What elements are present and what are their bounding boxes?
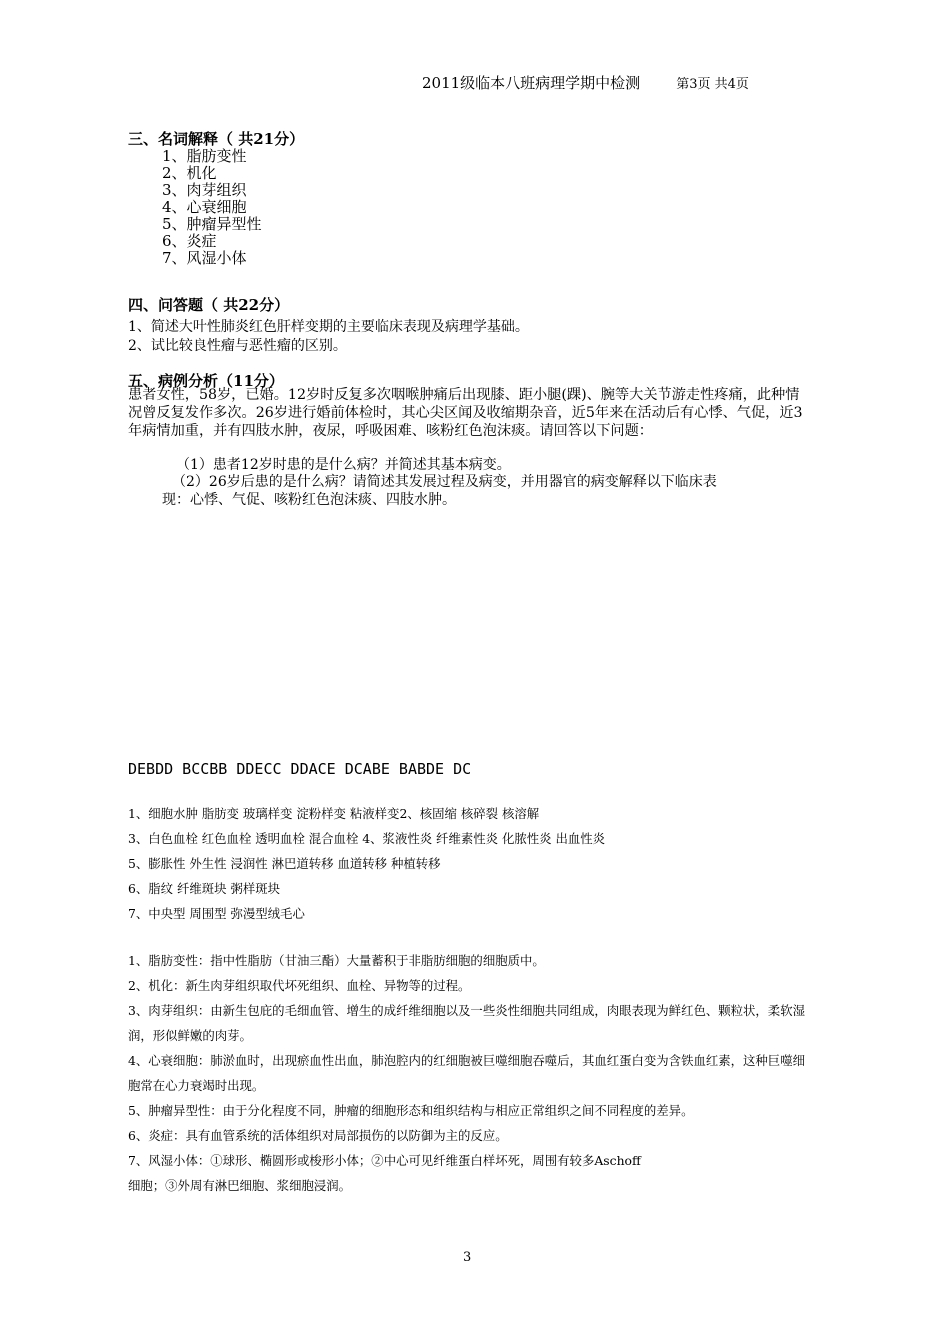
term-item: 3、肉芽组织 bbox=[162, 181, 247, 199]
term-item: 5、肿瘤异型性 bbox=[162, 215, 262, 233]
definition-answer: 7、风湿小体：①球形、椭圆形或梭形小体；②中心可见纤维蛋白样坏死，周围有较多Aschoff bbox=[128, 1153, 641, 1168]
case-question-1: （1）患者12岁时患的是什么病？并简述其基本病变。 bbox=[176, 457, 511, 473]
section5-title: 五、病例分析（11分） bbox=[128, 372, 284, 390]
fill-answer-line: 6、脂纹 纤维斑块 粥样斑块 bbox=[128, 881, 281, 896]
definition-answer: 3、肉芽组织：由新生包庇的毛细血管、增生的成纤维细胞以及一些炎性细胞共同组成，肉眼表现为鲜红色、颗粒状，柔软湿润，形似鲜嫩的肉芽。 bbox=[128, 1003, 805, 1043]
term-item: 6、炎症 bbox=[162, 232, 217, 250]
case-question-2-cont: 现：心悸、气促、咳粉红色泡沫痰、四肢水肿。 bbox=[162, 492, 456, 508]
question-item: 1、简述大叶性肺炎红色肝样变期的主要临床表现及病理学基础。 bbox=[128, 319, 529, 335]
definition-answer: 细胞；③外周有淋巴细胞、浆细胞浸润。 bbox=[128, 1178, 352, 1193]
fill-answer-line: 3、白色血栓 红色血栓 透明血栓 混合血栓 4、浆液性炎 纤维素性炎 化脓性炎 出血性炎 bbox=[128, 831, 606, 846]
section4-title: 四、问答题（ 共22分） bbox=[128, 296, 290, 314]
page-header bbox=[422, 72, 749, 93]
header-page-info: 第3页 共4页 bbox=[676, 77, 749, 92]
question-item: 2、试比较良性瘤与恶性瘤的区别。 bbox=[128, 338, 347, 354]
definition-answer: 4、心衰细胞：肺淤血时，出现瘀血性出血，肺泡腔内的红细胞被巨噬细胞吞噬后，其血红蛋白变为含铁血红素，这种巨噬细胞常在心力衰竭时出现。 bbox=[128, 1053, 805, 1093]
term-item: 4、心衰细胞 bbox=[162, 198, 247, 216]
definition-answer: 2、机化：新生肉芽组织取代坏死组织、血栓、异物等的过程。 bbox=[128, 978, 471, 993]
header-title: 2011级临本八班病理学期中检测 bbox=[422, 74, 641, 92]
term-item: 7、风湿小体 bbox=[162, 249, 247, 267]
definition-answer: 5、肿瘤异型性：由于分化程度不同，肿瘤的细胞形态和组织结构与相应正常组织之间不同程度的差异。 bbox=[128, 1103, 694, 1118]
definition-answer: 6、炎症：具有血管系统的活体组织对局部损伤的以防御为主的反应。 bbox=[128, 1128, 508, 1143]
choice-answer-keys: DEBDD BCCBB DDECC DDACE DCABE BABDE DC bbox=[128, 760, 472, 778]
page-number: 3 bbox=[463, 1250, 472, 1265]
section3-title: 三、名词解释（ 共21分） bbox=[128, 130, 305, 148]
case-question-2: （2）26岁后患的是什么病？请简述其发展过程及病变，并用器官的病变解释以下临床表 bbox=[172, 474, 717, 490]
definition-answer: 1、脂肪变性：指中性脂肪（甘油三酯）大量蓄积于非脂肪细胞的细胞质中。 bbox=[128, 953, 545, 968]
fill-answer-line: 5、膨胀性 外生性 浸润性 淋巴道转移 血道转移 种植转移 bbox=[128, 856, 441, 871]
term-item: 1、脂肪变性 bbox=[162, 147, 247, 165]
case-description: 患者女性，58岁，已婚。12岁时反复多次咽喉肿痛后出现膝、距小腿(踝)、腕等大关节游走性疼痛，此种情况曾反复发作多次。26岁进行婚前体检时，其心尖区闻及收缩期杂音，近5年来在活动后有心悸、气促，近3年病情加重，并有四肢水肿，夜尿，呼吸困难、咳粉红色泡沫痰。请回答以下问题： bbox=[128, 387, 803, 439]
fill-answer-line: 7、中央型 周围型 弥漫型绒毛心 bbox=[128, 906, 305, 921]
term-item: 2、机化 bbox=[162, 164, 217, 182]
fill-answer-line: 1、细胞水肿 脂肪变 玻璃样变 淀粉样变 粘液样变2、核固缩 核碎裂 核溶解 bbox=[128, 806, 540, 821]
